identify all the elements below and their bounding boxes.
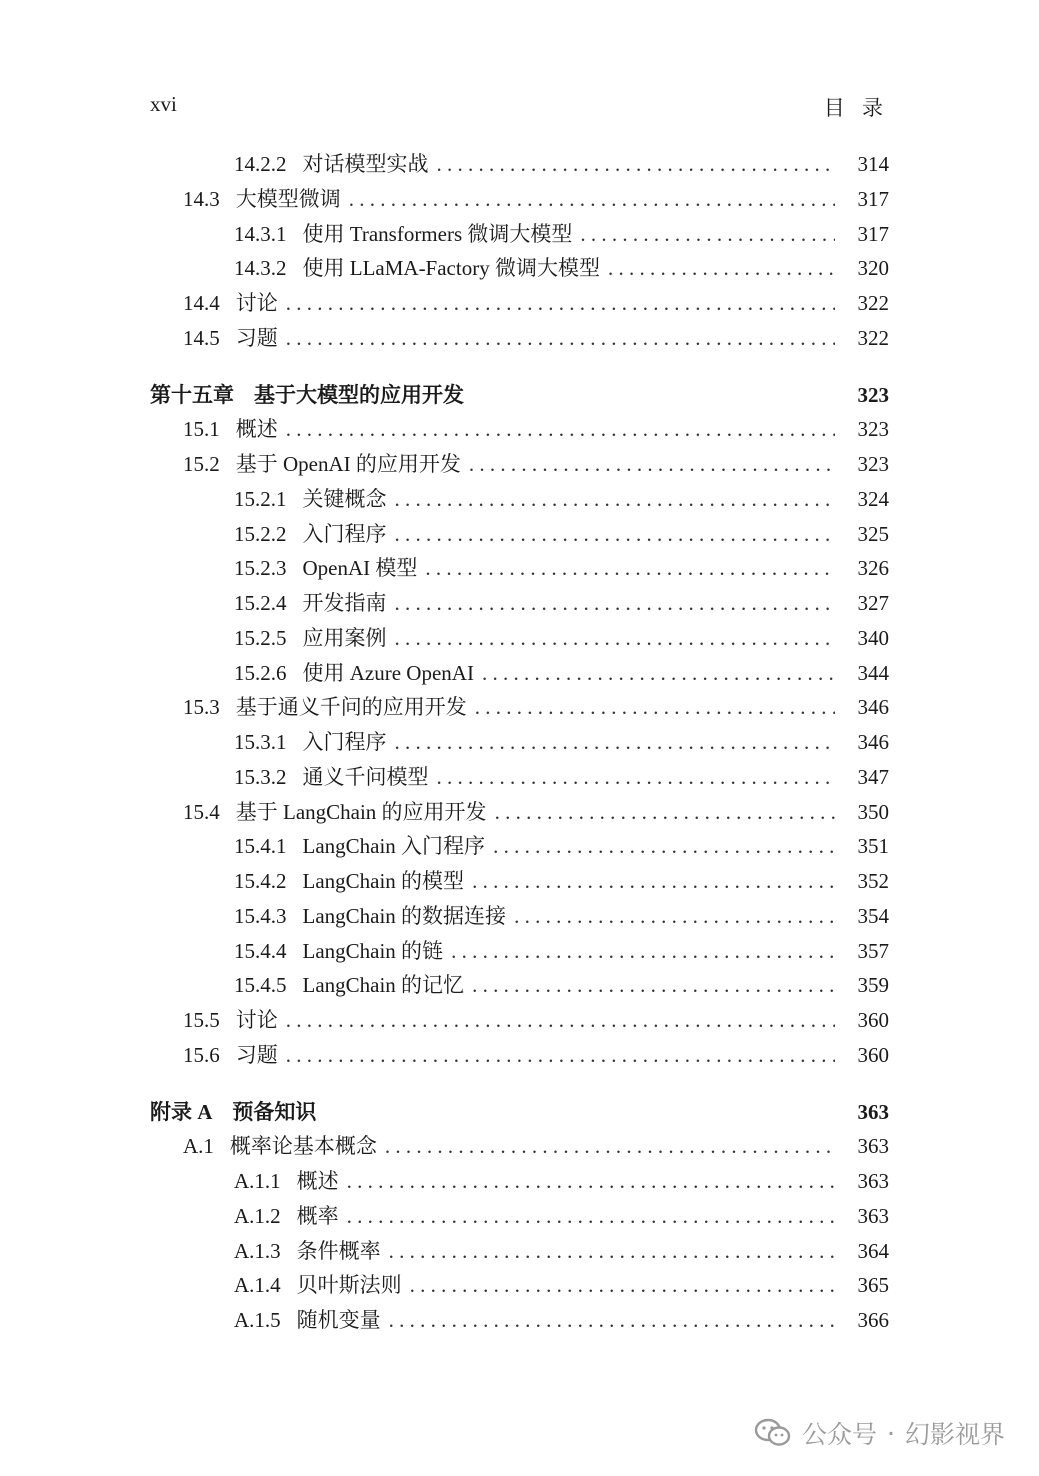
toc-entry-label: [234, 623, 395, 653]
toc-entry-line: [234, 831, 889, 861]
section-title: 基于 OpenAI 的应用开发: [235, 452, 461, 476]
toc-entry-label: [234, 149, 437, 179]
section-title: 使用 LLaMA-Factory 微调大模型: [302, 256, 600, 281]
toc-entry-line: [183, 1040, 889, 1070]
dot-leader: [472, 866, 835, 896]
page-number-ref: 323: [835, 414, 889, 444]
toc-entry-label: [234, 866, 472, 896]
section-number: A.1.2: [234, 1203, 281, 1228]
toc-entry-line: [234, 970, 889, 1000]
section-number: A.1.1: [234, 1169, 281, 1193]
dot-leader: [286, 288, 835, 318]
section-number: 14.4: [183, 291, 220, 315]
toc-entry-label: [234, 1236, 389, 1266]
dot-leader: [495, 797, 835, 827]
section-title: 预备知识: [232, 1099, 317, 1124]
toc-entry-line: [183, 692, 889, 722]
section-title: 对话模型实战: [302, 152, 429, 176]
section-number: 15.2.1: [234, 486, 287, 511]
section-title: 大模型微调: [235, 186, 341, 211]
toc-entry[interactable]: [150, 727, 889, 757]
toc-entry[interactable]: [150, 831, 889, 861]
toc-entry-line: [183, 414, 889, 444]
section-number: A.1.5: [234, 1308, 281, 1332]
toc-entry-line: [183, 1005, 889, 1035]
toc-entry-label: [150, 380, 472, 410]
dot-leader: [425, 553, 835, 583]
dot-leader: [395, 727, 836, 757]
toc-entry-line: [183, 797, 889, 827]
toc-entry[interactable]: [150, 484, 889, 514]
page-number-ref: 360: [835, 1040, 889, 1070]
toc-entry-label: [183, 323, 286, 353]
section-number: 15.6: [183, 1042, 220, 1067]
toc-entry-label: [234, 970, 472, 1000]
watermark-name: 幻影视界: [904, 1420, 1005, 1449]
toc-entry-label: [234, 219, 580, 249]
page-number-ref: 323: [835, 380, 889, 410]
toc-entry[interactable]: [150, 658, 889, 688]
section-number: 15.4.3: [234, 903, 287, 928]
toc-entry-line: [183, 323, 889, 353]
toc-entry-line: [234, 866, 889, 896]
toc-entry-line: [234, 1166, 889, 1196]
toc-entry[interactable]: [150, 519, 889, 549]
page-number-ref: 352: [835, 866, 889, 896]
section-title: 随机变量: [296, 1308, 381, 1332]
section-number: 附录 A: [150, 1099, 213, 1124]
section-number: 14.3.1: [234, 221, 287, 246]
toc-entry-line: [234, 519, 889, 549]
watermark-separator: ·: [887, 1418, 895, 1448]
section-number: A.1.4: [234, 1273, 281, 1298]
page-number-ref: 322: [835, 323, 889, 353]
page-number-ref: 363: [835, 1097, 889, 1127]
dot-leader: [469, 449, 835, 479]
page-number-ref: 363: [835, 1201, 889, 1231]
toc-entry[interactable]: [150, 1201, 889, 1231]
section-title: 通义千问模型: [302, 764, 429, 789]
page-number-ref: 357: [835, 936, 889, 966]
toc-entry-line: [234, 623, 889, 653]
toc-entry[interactable]: [150, 936, 889, 966]
section-number: A.1: [183, 1134, 214, 1159]
toc-entry-line: [234, 936, 889, 966]
toc-entry-line: [150, 1097, 889, 1127]
toc-entry-label: [183, 797, 495, 827]
section-number: 15.3.2: [234, 764, 287, 789]
page-number-ref: 326: [835, 553, 889, 583]
toc-entry-line: [234, 901, 889, 931]
toc-entry-line: [234, 1305, 889, 1335]
toc-entry-line: [234, 149, 889, 179]
section-title: 习题: [235, 325, 278, 350]
page-number-ref: 324: [835, 484, 889, 514]
section-number: 15.2: [183, 452, 220, 476]
section-title: 概述: [296, 1169, 339, 1193]
page-number-ref: 325: [835, 519, 889, 549]
toc-entry-label: [234, 727, 395, 757]
toc-entry[interactable]: [150, 1040, 889, 1070]
toc-entry-label: [234, 1270, 410, 1300]
page-number-ref: 327: [835, 588, 889, 618]
section-number: 15.4.2: [234, 869, 287, 893]
toc-entry-label: [234, 901, 514, 931]
toc-entry[interactable]: [150, 1236, 889, 1266]
toc-entry-line: [234, 727, 889, 757]
dot-leader: [395, 519, 836, 549]
toc-entry-label: [234, 253, 608, 283]
toc-entry-label: [234, 658, 482, 688]
section-number: 15.3: [183, 695, 220, 720]
toc-entry[interactable]: [150, 797, 889, 827]
page-number-ref: 354: [835, 901, 889, 931]
toc-entry-label: [234, 588, 395, 618]
toc-entry-label: [234, 1305, 389, 1335]
page-number-ref: 340: [835, 623, 889, 653]
section-number: 15.4.1: [234, 834, 287, 859]
toc-entry-label: [183, 1040, 286, 1070]
dot-leader: [493, 831, 835, 861]
section-title: 使用 Azure OpenAI: [302, 660, 474, 685]
section-title: 入门程序: [302, 521, 387, 546]
toc-entry[interactable]: [150, 553, 889, 583]
toc-chapter-entry[interactable]: [150, 380, 889, 410]
dot-leader: [395, 484, 836, 514]
dot-leader: [389, 1305, 835, 1335]
page-header: [150, 92, 889, 118]
toc-entry-line: [234, 219, 889, 249]
toc-entry[interactable]: [150, 288, 889, 318]
toc-entry-line: [234, 1270, 889, 1300]
toc-entry-label: [234, 519, 395, 549]
dot-leader: [451, 936, 835, 966]
section-title: LangChain 的记忆: [302, 973, 465, 998]
section-number: 第十五章: [150, 382, 234, 407]
toc-entry-label: [234, 762, 437, 792]
section-number: 15.1: [183, 417, 220, 442]
page-number-ref: 366: [835, 1305, 889, 1335]
section-title: 概率论基本概念: [229, 1134, 377, 1159]
toc-entry-label: [183, 414, 286, 444]
dot-leader: [395, 623, 836, 653]
section-title: OpenAI 模型: [302, 556, 418, 581]
section-number: 15.4.4: [234, 938, 287, 963]
section-number: 15.2.3: [234, 556, 287, 581]
toc-entry-line: [183, 184, 889, 214]
page-number-ref: 363: [835, 1166, 889, 1196]
page-number-ref: 323: [835, 449, 889, 479]
page-number-ref: 317: [835, 219, 889, 249]
toc-entry-label: [150, 1097, 324, 1127]
toc-entry-label: [234, 1166, 347, 1196]
page-number-ref: 359: [835, 970, 889, 1000]
toc-entry-label: [234, 936, 451, 966]
toc-entry-line: [234, 253, 889, 283]
section-title: 应用案例: [302, 625, 387, 650]
toc-entry-line: [234, 553, 889, 583]
section-title: 概率: [296, 1203, 339, 1228]
dot-leader: [389, 1236, 835, 1266]
dot-leader: [514, 901, 835, 931]
dot-leader: [410, 1270, 835, 1300]
page-number-ref: 350: [835, 797, 889, 827]
dot-leader: [347, 1201, 835, 1231]
page-number-ref: 317: [835, 184, 889, 214]
dot-leader: [437, 762, 836, 792]
page-number-ref: 322: [835, 288, 889, 318]
section-title: 使用 Transformers 微调大模型: [302, 221, 573, 246]
toc-entry-label: [183, 692, 475, 722]
section-number: 15.2.2: [234, 521, 287, 546]
page-number-ref: 365: [835, 1270, 889, 1300]
dot-leader: [286, 1040, 835, 1070]
toc-entry-label: [183, 1005, 286, 1035]
running-title: 目 录: [823, 96, 889, 120]
toc-entry[interactable]: [150, 149, 889, 179]
toc-entry[interactable]: [150, 184, 889, 214]
section-number: 14.3: [183, 186, 220, 211]
toc-entry-label: [234, 1201, 347, 1231]
dot-leader: [349, 184, 835, 214]
section-title: 习题: [235, 1042, 278, 1067]
section-title: 条件概率: [296, 1238, 381, 1263]
page-number-ref: 363: [835, 1131, 889, 1161]
section-title: LangChain 的链: [302, 938, 444, 963]
section-title: LangChain 的模型: [302, 869, 465, 893]
toc-chapter-entry[interactable]: [150, 1097, 889, 1127]
toc-entry-line: [150, 380, 889, 410]
toc-entry[interactable]: [150, 414, 889, 444]
section-title: 基于大模型的应用开发: [254, 382, 464, 407]
dot-leader: [475, 692, 835, 722]
toc-entry[interactable]: [150, 219, 889, 249]
page-number-ref: 347: [835, 762, 889, 792]
section-number: 15.4.5: [234, 973, 287, 998]
section-number: 14.3.2: [234, 256, 287, 281]
watermark: [754, 1416, 1005, 1450]
toc-entry[interactable]: [150, 866, 889, 896]
toc-entry-line: [183, 1131, 889, 1161]
section-number: 15.2.5: [234, 625, 287, 650]
toc-entry[interactable]: [150, 901, 889, 931]
section-title: 贝叶斯法则: [296, 1273, 402, 1298]
toc-entry[interactable]: [150, 970, 889, 1000]
section-title: 基于 LangChain 的应用开发: [235, 799, 487, 824]
dot-leader: [580, 219, 835, 249]
toc-entry[interactable]: [150, 692, 889, 722]
toc-entry-line: [234, 588, 889, 618]
section-number: A.1.3: [234, 1238, 281, 1263]
section-title: 开发指南: [302, 591, 387, 615]
page-number-ref: 346: [835, 727, 889, 757]
section-title: 基于通义千问的应用开发: [235, 695, 467, 720]
dot-leader: [286, 323, 835, 353]
section-title: 概述: [235, 417, 278, 442]
toc-entry-line: [234, 1201, 889, 1231]
page-number-ref: 360: [835, 1005, 889, 1035]
toc-entry-label: [234, 831, 493, 861]
dot-leader: [608, 253, 835, 283]
dot-leader: [472, 970, 835, 1000]
section-number: 15.4: [183, 799, 220, 824]
section-number: 14.2.2: [234, 152, 287, 176]
page-number-ref: 314: [835, 149, 889, 179]
dot-leader: [437, 149, 836, 179]
section-number: 15.5: [183, 1008, 220, 1032]
toc-entry-line: [183, 449, 889, 479]
toc-entry-label: [183, 449, 469, 479]
toc-entry[interactable]: [150, 762, 889, 792]
section-title: 入门程序: [302, 730, 387, 754]
section-title: 讨论: [235, 291, 278, 315]
toc-entry-line: [234, 658, 889, 688]
section-number: 15.2.4: [234, 591, 287, 615]
page-number-ref: 364: [835, 1236, 889, 1266]
toc-entry-line: [234, 1236, 889, 1266]
toc-entry-label: [183, 184, 349, 214]
dot-leader: [385, 1131, 835, 1161]
section-title: LangChain 的数据连接: [302, 903, 507, 928]
toc-entry-label: [183, 1131, 385, 1161]
dot-leader: [286, 414, 835, 444]
page-number: xvi: [150, 92, 177, 116]
dot-leader: [482, 658, 835, 688]
toc-entry[interactable]: [150, 1131, 889, 1161]
section-title: 讨论: [235, 1008, 278, 1032]
page-number-ref: 351: [835, 831, 889, 861]
section-title: 关键概念: [302, 486, 387, 511]
wechat-icon: [754, 1418, 792, 1448]
page-number-ref: 346: [835, 692, 889, 722]
toc-entry-line: [234, 484, 889, 514]
dot-leader: [286, 1005, 835, 1035]
toc-entry[interactable]: [150, 1270, 889, 1300]
section-number: 15.2.6: [234, 660, 287, 685]
section-number: 15.3.1: [234, 730, 287, 754]
page-number-ref: 344: [835, 658, 889, 688]
toc-entry[interactable]: [150, 1305, 889, 1335]
toc-entry-label: [183, 288, 286, 318]
page-number-ref: 320: [835, 253, 889, 283]
toc-entry-line: [183, 288, 889, 318]
toc-entry[interactable]: [150, 1005, 889, 1035]
watermark-source: 公众号: [802, 1420, 878, 1449]
dot-leader: [347, 1166, 835, 1196]
toc-entry-line: [234, 762, 889, 792]
dot-leader: [395, 588, 836, 618]
toc-entry[interactable]: [150, 323, 889, 353]
section-number: 14.5: [183, 325, 220, 350]
section-title: LangChain 入门程序: [302, 834, 486, 859]
toc-entry[interactable]: [150, 253, 889, 283]
toc-entry[interactable]: [150, 623, 889, 653]
toc-entry[interactable]: [150, 588, 889, 618]
toc-entry[interactable]: [150, 449, 889, 479]
toc-entry-label: [234, 484, 395, 514]
toc-entry-label: [234, 553, 425, 583]
toc-entry[interactable]: [150, 1166, 889, 1196]
